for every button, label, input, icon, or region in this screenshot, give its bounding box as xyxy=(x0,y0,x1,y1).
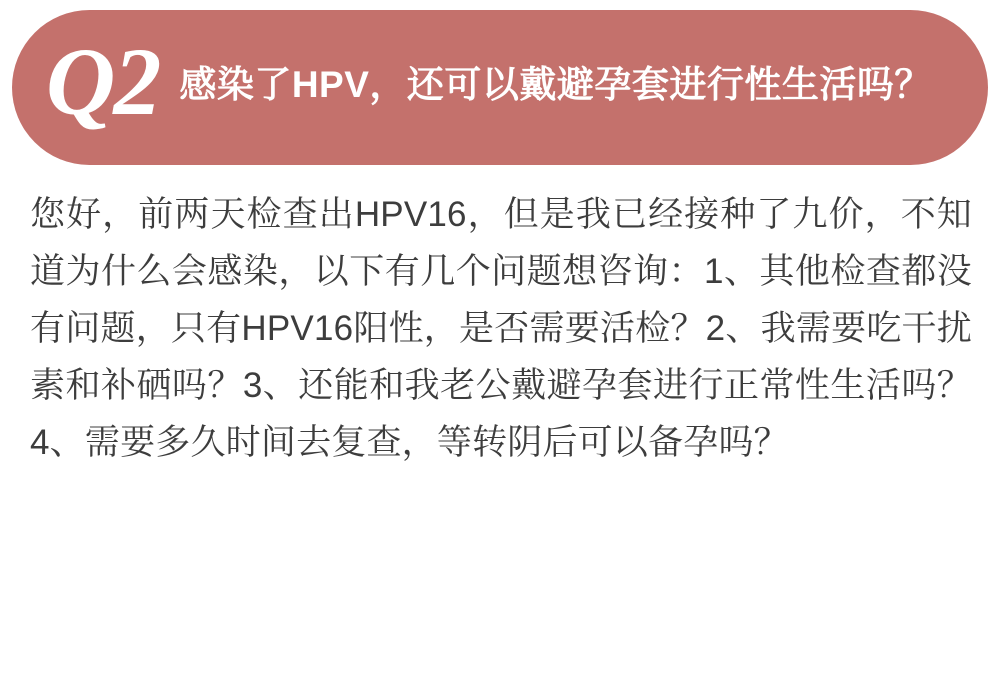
question-header-banner xyxy=(12,10,988,165)
question-body-text: 您好，前两天检查出HPV16，但是我已经接种了九价，不知道为什么会感染，以下有几个问题想咨询：1、其他检查都没有问题，只有HPV16阳性，是否需要活检？2、我需要吃干扰素和补硒吗？3、还能和我老公戴避孕套进行正常性生活吗？4、需要多久时间去复查，等转阴后可以备孕吗？ xyxy=(30,195,972,463)
question-number-badge: Q2 xyxy=(46,27,160,135)
question-title: 感染了HPV，还可以戴避孕套进行性生活吗？ xyxy=(179,64,932,106)
